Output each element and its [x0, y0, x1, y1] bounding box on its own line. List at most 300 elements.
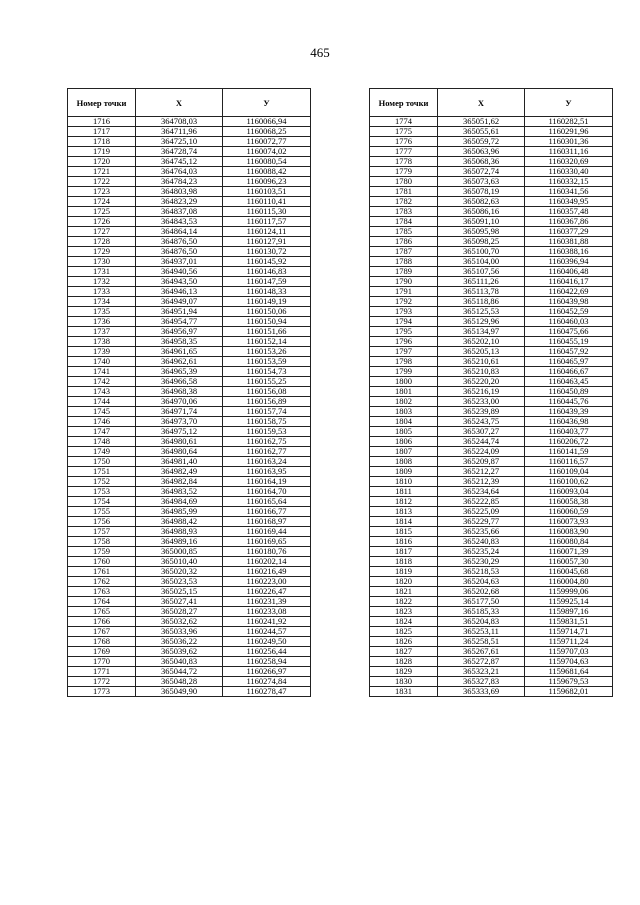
y-coordinate-cell: 1160141,59: [525, 447, 613, 457]
table-row: [68, 647, 311, 657]
table-row: [370, 297, 613, 307]
table-row: [68, 397, 311, 407]
y-coordinate-cell: 1160216,49: [223, 567, 311, 577]
y-coordinate-cell: 1160282,51: [525, 117, 613, 127]
y-coordinate-cell: 1160180,76: [223, 547, 311, 557]
point-number-cell: 1790: [370, 277, 438, 287]
y-coordinate-cell: 1159831,51: [525, 617, 613, 627]
table-row: [370, 477, 613, 487]
x-coordinate-cell: 365107,56: [438, 267, 525, 277]
header-point-number: Номер точки: [68, 89, 136, 117]
point-number-cell: 1781: [370, 187, 438, 197]
x-coordinate-cell: 365209,87: [438, 457, 525, 467]
table-row: [68, 587, 311, 597]
point-number-cell: 1803: [370, 407, 438, 417]
table-row: [68, 487, 311, 497]
y-coordinate-cell: 1160169,65: [223, 537, 311, 547]
x-coordinate-cell: 365025,15: [136, 587, 223, 597]
x-coordinate-cell: 365020,32: [136, 567, 223, 577]
table-row: [68, 147, 311, 157]
x-coordinate-cell: 365063,96: [438, 147, 525, 157]
table-row: [370, 427, 613, 437]
point-number-cell: 1774: [370, 117, 438, 127]
x-coordinate-cell: 365072,74: [438, 167, 525, 177]
y-coordinate-cell: 1160080,54: [223, 157, 311, 167]
table-row: [370, 587, 613, 597]
table-row: [68, 497, 311, 507]
point-number-cell: 1804: [370, 417, 438, 427]
x-coordinate-cell: 365082,63: [438, 197, 525, 207]
y-coordinate-cell: 1160060,59: [525, 507, 613, 517]
point-number-cell: 1746: [68, 417, 136, 427]
x-coordinate-cell: 364940,56: [136, 267, 223, 277]
table-row: [68, 537, 311, 547]
table-row: [68, 177, 311, 187]
point-number-cell: 1756: [68, 517, 136, 527]
y-coordinate-cell: 1160278,47: [223, 687, 311, 697]
table-row: [370, 527, 613, 537]
point-number-cell: 1718: [68, 137, 136, 147]
y-coordinate-cell: 1159925,14: [525, 597, 613, 607]
x-coordinate-cell: 364988,93: [136, 527, 223, 537]
y-coordinate-cell: 1160202,14: [223, 557, 311, 567]
x-coordinate-cell: 364975,12: [136, 427, 223, 437]
point-number-cell: 1828: [370, 657, 438, 667]
y-coordinate-cell: 1160357,48: [525, 207, 613, 217]
y-coordinate-cell: 1160164,19: [223, 477, 311, 487]
point-number-cell: 1727: [68, 227, 136, 237]
x-coordinate-cell: 364784,23: [136, 177, 223, 187]
y-coordinate-cell: 1160452,59: [525, 307, 613, 317]
table-row: [68, 417, 311, 427]
y-coordinate-cell: 1160147,59: [223, 277, 311, 287]
x-coordinate-cell: 365032,62: [136, 617, 223, 627]
point-number-cell: 1728: [68, 237, 136, 247]
point-number-cell: 1729: [68, 247, 136, 257]
y-coordinate-cell: 1160071,39: [525, 547, 613, 557]
x-coordinate-cell: 365051,62: [438, 117, 525, 127]
table-row: [68, 547, 311, 557]
x-coordinate-cell: 365078,19: [438, 187, 525, 197]
x-coordinate-cell: 365027,41: [136, 597, 223, 607]
point-number-cell: 1753: [68, 487, 136, 497]
point-number-cell: 1780: [370, 177, 438, 187]
table-row: [370, 347, 613, 357]
point-number-cell: 1819: [370, 567, 438, 577]
point-number-cell: 1793: [370, 307, 438, 317]
table-row: [68, 237, 311, 247]
table-row: [68, 197, 311, 207]
y-coordinate-cell: 1160241,92: [223, 617, 311, 627]
table-row: [68, 597, 311, 607]
table-row: [370, 387, 613, 397]
x-coordinate-cell: 365104,00: [438, 257, 525, 267]
table-header-row: [68, 89, 311, 117]
point-number-cell: 1831: [370, 687, 438, 697]
x-coordinate-cell: 365225,09: [438, 507, 525, 517]
point-number-cell: 1751: [68, 467, 136, 477]
y-coordinate-cell: 1160156,08: [223, 387, 311, 397]
table-row: [68, 297, 311, 307]
table-row: [68, 477, 311, 487]
x-coordinate-cell: 365222,85: [438, 497, 525, 507]
page-number: 465: [310, 45, 330, 60]
table-row: [68, 267, 311, 277]
x-coordinate-cell: 365118,86: [438, 297, 525, 307]
x-coordinate-cell: 365272,87: [438, 657, 525, 667]
y-coordinate-cell: 1160457,92: [525, 347, 613, 357]
point-number-cell: 1764: [68, 597, 136, 607]
point-number-cell: 1811: [370, 487, 438, 497]
point-number-cell: 1826: [370, 637, 438, 647]
y-coordinate-cell: 1160403,77: [525, 427, 613, 437]
y-coordinate-cell: 1160455,19: [525, 337, 613, 347]
y-coordinate-cell: 1160206,72: [525, 437, 613, 447]
x-coordinate-cell: 364971,74: [136, 407, 223, 417]
y-coordinate-cell: 1160233,08: [223, 607, 311, 617]
y-coordinate-cell: 1160169,44: [223, 527, 311, 537]
y-coordinate-cell: 1160045,68: [525, 567, 613, 577]
header-x: X: [438, 89, 525, 117]
x-coordinate-cell: 365233,00: [438, 397, 525, 407]
x-coordinate-cell: 365235,66: [438, 527, 525, 537]
point-number-cell: 1784: [370, 217, 438, 227]
y-coordinate-cell: 1160436,98: [525, 417, 613, 427]
x-coordinate-cell: 365098,25: [438, 237, 525, 247]
point-number-cell: 1757: [68, 527, 136, 537]
y-coordinate-cell: 1160072,77: [223, 137, 311, 147]
table-row: [68, 607, 311, 617]
table-row: [370, 197, 613, 207]
table-row: [370, 647, 613, 657]
table-row: [68, 187, 311, 197]
point-number-cell: 1797: [370, 347, 438, 357]
point-number-cell: 1737: [68, 327, 136, 337]
x-coordinate-cell: 364983,52: [136, 487, 223, 497]
point-number-cell: 1794: [370, 317, 438, 327]
x-coordinate-cell: 364984,69: [136, 497, 223, 507]
x-coordinate-cell: 365049,90: [136, 687, 223, 697]
x-coordinate-cell: 365224,09: [438, 447, 525, 457]
point-number-cell: 1754: [68, 497, 136, 507]
point-number-cell: 1730: [68, 257, 136, 267]
table-row: [370, 557, 613, 567]
table-row: [68, 447, 311, 457]
x-coordinate-cell: 364876,50: [136, 247, 223, 257]
point-number-cell: 1779: [370, 167, 438, 177]
point-number-cell: 1778: [370, 157, 438, 167]
point-number-cell: 1818: [370, 557, 438, 567]
point-number-cell: 1724: [68, 197, 136, 207]
y-coordinate-cell: 1160439,98: [525, 297, 613, 307]
x-coordinate-cell: 364958,35: [136, 337, 223, 347]
point-number-cell: 1816: [370, 537, 438, 547]
point-number-cell: 1785: [370, 227, 438, 237]
point-number-cell: 1788: [370, 257, 438, 267]
point-number-cell: 1750: [68, 457, 136, 467]
y-coordinate-cell: 1160163,24: [223, 457, 311, 467]
table-row: [68, 277, 311, 287]
table-row: [370, 617, 613, 627]
y-coordinate-cell: 1160381,88: [525, 237, 613, 247]
y-coordinate-cell: 1160115,30: [223, 207, 311, 217]
point-number-cell: 1829: [370, 667, 438, 677]
y-coordinate-cell: 1160088,42: [223, 167, 311, 177]
y-coordinate-cell: 1160460,03: [525, 317, 613, 327]
y-coordinate-cell: 1160244,57: [223, 627, 311, 637]
table-row: [68, 617, 311, 627]
table-row: [68, 127, 311, 137]
point-number-cell: 1815: [370, 527, 438, 537]
x-coordinate-cell: 364764,03: [136, 167, 223, 177]
y-coordinate-cell: 1160164,70: [223, 487, 311, 497]
y-coordinate-cell: 1160162,77: [223, 447, 311, 457]
point-number-cell: 1768: [68, 637, 136, 647]
x-coordinate-cell: 365048,28: [136, 677, 223, 687]
table-row: [370, 147, 613, 157]
point-number-cell: 1830: [370, 677, 438, 687]
y-coordinate-cell: 1160249,50: [223, 637, 311, 647]
table-row: [68, 427, 311, 437]
point-number-cell: 1822: [370, 597, 438, 607]
y-coordinate-cell: 1159707,03: [525, 647, 613, 657]
x-coordinate-cell: 365253,11: [438, 627, 525, 637]
x-coordinate-cell: 364982,84: [136, 477, 223, 487]
point-number-cell: 1740: [68, 357, 136, 367]
x-coordinate-cell: 365134,97: [438, 327, 525, 337]
table-row: [370, 247, 613, 257]
x-coordinate-cell: 365039,62: [136, 647, 223, 657]
point-number-cell: 1823: [370, 607, 438, 617]
x-coordinate-cell: 365229,77: [438, 517, 525, 527]
y-coordinate-cell: 1160256,44: [223, 647, 311, 657]
y-coordinate-cell: 1160116,57: [525, 457, 613, 467]
x-coordinate-cell: 364989,16: [136, 537, 223, 547]
y-coordinate-cell: 1160117,57: [223, 217, 311, 227]
x-coordinate-cell: 364988,42: [136, 517, 223, 527]
y-coordinate-cell: 1160157,74: [223, 407, 311, 417]
y-coordinate-cell: 1159999,06: [525, 587, 613, 597]
x-coordinate-cell: 364837,08: [136, 207, 223, 217]
table-row: [68, 347, 311, 357]
point-number-cell: 1721: [68, 167, 136, 177]
x-coordinate-cell: 364949,07: [136, 297, 223, 307]
table-row: [370, 517, 613, 527]
x-coordinate-cell: 365068,36: [438, 157, 525, 167]
point-number-cell: 1726: [68, 217, 136, 227]
point-number-cell: 1752: [68, 477, 136, 487]
y-coordinate-cell: 1160320,69: [525, 157, 613, 167]
point-number-cell: 1744: [68, 397, 136, 407]
x-coordinate-cell: 364946,13: [136, 287, 223, 297]
point-number-cell: 1739: [68, 347, 136, 357]
point-number-cell: 1820: [370, 577, 438, 587]
y-coordinate-cell: 1160332,15: [525, 177, 613, 187]
x-coordinate-cell: 364708,03: [136, 117, 223, 127]
y-coordinate-cell: 1160330,40: [525, 167, 613, 177]
point-number-cell: 1782: [370, 197, 438, 207]
x-coordinate-cell: 365073,63: [438, 177, 525, 187]
x-coordinate-cell: 364980,64: [136, 447, 223, 457]
x-coordinate-cell: 365095,98: [438, 227, 525, 237]
y-coordinate-cell: 1160439,39: [525, 407, 613, 417]
table-row: [370, 547, 613, 557]
table-row: [370, 687, 613, 697]
y-coordinate-cell: 1160068,25: [223, 127, 311, 137]
x-coordinate-cell: 365000,85: [136, 547, 223, 557]
y-coordinate-cell: 1160110,41: [223, 197, 311, 207]
x-coordinate-cell: 364864,14: [136, 227, 223, 237]
point-number-cell: 1821: [370, 587, 438, 597]
x-coordinate-cell: 364961,65: [136, 347, 223, 357]
y-coordinate-cell: 1160124,11: [223, 227, 311, 237]
point-number-cell: 1796: [370, 337, 438, 347]
point-number-cell: 1716: [68, 117, 136, 127]
table-row: [370, 267, 613, 277]
point-number-cell: 1800: [370, 377, 438, 387]
point-number-cell: 1745: [68, 407, 136, 417]
table-row: [370, 217, 613, 227]
x-coordinate-cell: 365010,40: [136, 557, 223, 567]
table-row: [68, 677, 311, 687]
y-coordinate-cell: 1160463,45: [525, 377, 613, 387]
y-coordinate-cell: 1160311,16: [525, 147, 613, 157]
point-number-cell: 1791: [370, 287, 438, 297]
point-number-cell: 1763: [68, 587, 136, 597]
table-row: [370, 287, 613, 297]
header-y: У: [223, 89, 311, 117]
point-number-cell: 1805: [370, 427, 438, 437]
y-coordinate-cell: 1160057,30: [525, 557, 613, 567]
point-number-cell: 1755: [68, 507, 136, 517]
y-coordinate-cell: 1159711,24: [525, 637, 613, 647]
table-row: [370, 327, 613, 337]
x-coordinate-cell: 365059,72: [438, 137, 525, 147]
point-number-cell: 1761: [68, 567, 136, 577]
x-coordinate-cell: 364968,38: [136, 387, 223, 397]
table-row: [370, 177, 613, 187]
table-row: [68, 167, 311, 177]
x-coordinate-cell: 364962,61: [136, 357, 223, 367]
point-number-cell: 1809: [370, 467, 438, 477]
x-coordinate-cell: 365323,21: [438, 667, 525, 677]
y-coordinate-cell: 1160080,84: [525, 537, 613, 547]
x-coordinate-cell: 365028,27: [136, 607, 223, 617]
x-coordinate-cell: 365086,16: [438, 207, 525, 217]
point-number-cell: 1723: [68, 187, 136, 197]
table-row: [370, 667, 613, 677]
point-number-cell: 1759: [68, 547, 136, 557]
x-coordinate-cell: 365204,83: [438, 617, 525, 627]
y-coordinate-cell: 1160445,76: [525, 397, 613, 407]
y-coordinate-cell: 1160083,90: [525, 527, 613, 537]
x-coordinate-cell: 365333,69: [438, 687, 525, 697]
point-number-cell: 1769: [68, 647, 136, 657]
y-coordinate-cell: 1160349,95: [525, 197, 613, 207]
x-coordinate-cell: 364985,99: [136, 507, 223, 517]
point-number-cell: 1775: [370, 127, 438, 137]
point-number-cell: 1783: [370, 207, 438, 217]
point-number-cell: 1806: [370, 437, 438, 447]
x-coordinate-cell: 364951,94: [136, 307, 223, 317]
header-point-number: Номер точки: [370, 89, 438, 117]
table-row: [370, 677, 613, 687]
x-coordinate-cell: 365307,27: [438, 427, 525, 437]
x-coordinate-cell: 365091,10: [438, 217, 525, 227]
x-coordinate-cell: 364937,01: [136, 257, 223, 267]
x-coordinate-cell: 365129,96: [438, 317, 525, 327]
table-row: [68, 317, 311, 327]
y-coordinate-cell: 1160058,38: [525, 497, 613, 507]
point-number-cell: 1743: [68, 387, 136, 397]
x-coordinate-cell: 365216,19: [438, 387, 525, 397]
table-row: [370, 187, 613, 197]
point-number-cell: 1767: [68, 627, 136, 637]
y-coordinate-cell: 1159704,63: [525, 657, 613, 667]
y-coordinate-cell: 1160367,86: [525, 217, 613, 227]
x-coordinate-cell: 365125,53: [438, 307, 525, 317]
point-number-cell: 1827: [370, 647, 438, 657]
table-row: [68, 517, 311, 527]
y-coordinate-cell: 1160231,39: [223, 597, 311, 607]
x-coordinate-cell: 364973,70: [136, 417, 223, 427]
point-number-cell: 1735: [68, 307, 136, 317]
table-row: [370, 317, 613, 327]
table-row: [370, 127, 613, 137]
table-row: [68, 567, 311, 577]
point-number-cell: 1795: [370, 327, 438, 337]
point-number-cell: 1742: [68, 377, 136, 387]
point-number-cell: 1787: [370, 247, 438, 257]
table-body-right: [370, 117, 613, 697]
x-coordinate-cell: 365244,74: [438, 437, 525, 447]
y-coordinate-cell: 1160388,16: [525, 247, 613, 257]
coordinates-table-right: [369, 88, 613, 697]
table-row: [68, 207, 311, 217]
y-coordinate-cell: 1159714,71: [525, 627, 613, 637]
point-number-cell: 1808: [370, 457, 438, 467]
y-coordinate-cell: 1160465,97: [525, 357, 613, 367]
table-row: [370, 137, 613, 147]
table-row: [370, 487, 613, 497]
table-row: [68, 527, 311, 537]
table-row: [370, 227, 613, 237]
table-row: [68, 467, 311, 477]
x-coordinate-cell: 365212,27: [438, 467, 525, 477]
x-coordinate-cell: 365210,83: [438, 367, 525, 377]
point-number-cell: 1747: [68, 427, 136, 437]
x-coordinate-cell: 364980,61: [136, 437, 223, 447]
y-coordinate-cell: 1160377,29: [525, 227, 613, 237]
point-number-cell: 1733: [68, 287, 136, 297]
table-row: [68, 287, 311, 297]
point-number-cell: 1786: [370, 237, 438, 247]
x-coordinate-cell: 365230,29: [438, 557, 525, 567]
table-row: [370, 257, 613, 267]
x-coordinate-cell: 364982,49: [136, 467, 223, 477]
point-number-cell: 1817: [370, 547, 438, 557]
y-coordinate-cell: 1160127,91: [223, 237, 311, 247]
table-row: [370, 567, 613, 577]
x-coordinate-cell: 365258,51: [438, 637, 525, 647]
table-row: [370, 397, 613, 407]
x-coordinate-cell: 365240,83: [438, 537, 525, 547]
y-coordinate-cell: 1160109,04: [525, 467, 613, 477]
x-coordinate-cell: 365100,70: [438, 247, 525, 257]
y-coordinate-cell: 1159681,64: [525, 667, 613, 677]
point-number-cell: 1802: [370, 397, 438, 407]
table-row: [68, 667, 311, 677]
